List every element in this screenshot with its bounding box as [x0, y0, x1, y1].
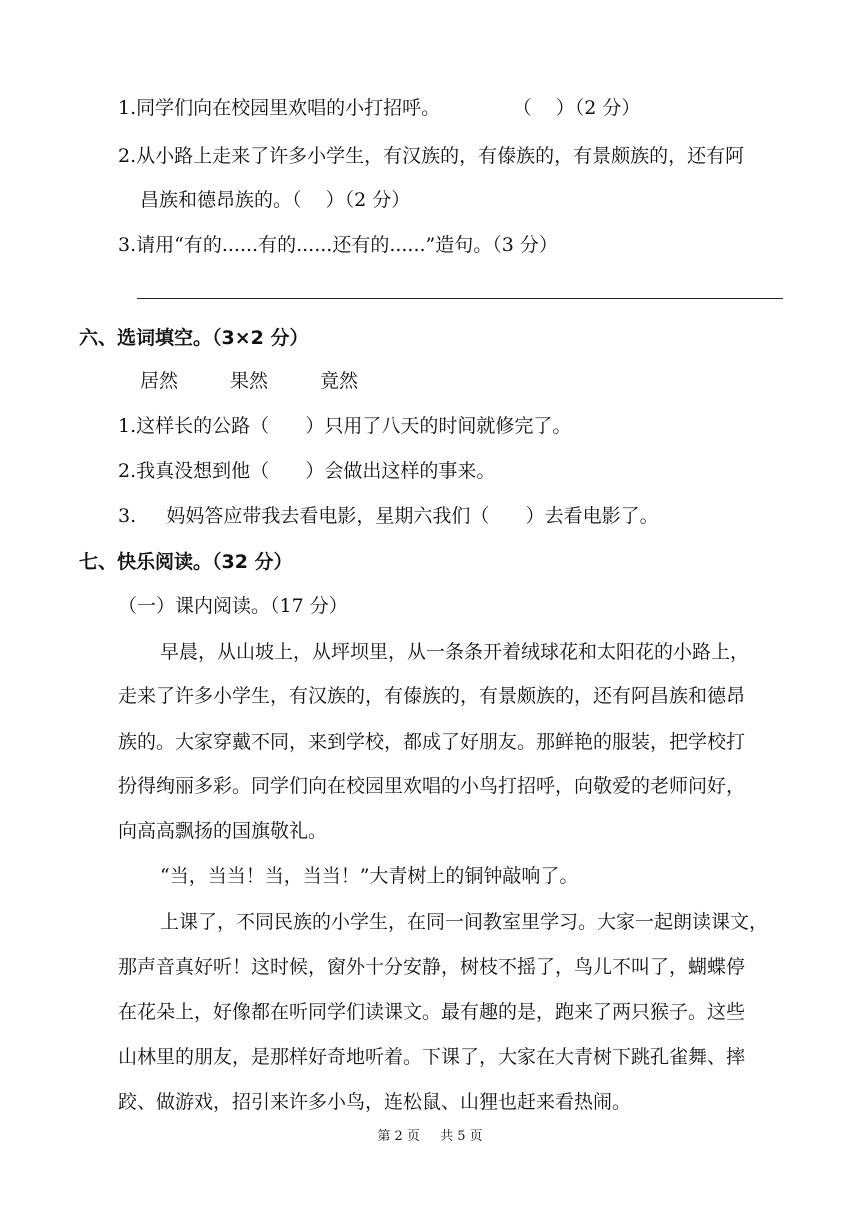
word-option-3: 竟然	[320, 370, 359, 392]
passage-line: 跤、做游戏，招引来许多小鸟，连松鼠、山狸也赶来看热闹。	[118, 1091, 632, 1113]
passage-line: “当，当当！当，当当！”大青树上的铜钟敲响了。	[160, 865, 579, 887]
word-option-1: 居然	[140, 370, 179, 392]
section-6-item-2: 2.我真没想到他（ ）会做出这样的事来。	[118, 460, 496, 482]
q5-item-2-cont: 昌族和德昂族的。（ ）（2 分）	[140, 189, 411, 211]
section-7-subheading: （一）课内阅读。（17 分）	[118, 595, 348, 617]
section-6-item-3: 3. 妈妈答应带我去看电影，星期六我们（ ）去看电影了。	[118, 505, 659, 527]
section-6-item-1: 1.这样长的公路（ ）只用了八天的时间就修完了。	[118, 415, 572, 437]
q5-item-2: 2.从小路上走来了许多小学生，有汉族的，有傣族的，有景颇族的，还有阿	[118, 145, 745, 167]
section-7-heading: 七、快乐阅读。（32 分）	[79, 551, 293, 573]
passage-line: 上课了，不同民族的小学生，在同一间教室里学习。大家一起朗读课文，	[160, 911, 769, 933]
page-footer	[0, 1130, 860, 1143]
q5-item-3: 3.请用“有的......有的......还有的......”造句。（3 分）	[118, 234, 558, 256]
passage-line: 扮得绚丽多彩。同学们向在校园里欢唱的小鸟打招呼，向敬爱的老师问好，	[118, 775, 746, 797]
passage-line: 族的。大家穿戴不同，来到学校，都成了好朋友。那鲜艳的服装，把学校打	[118, 731, 746, 753]
passage-line: 那声音真好听！这时候，窗外十分安静，树枝不摇了，鸟儿不叫了，蝴蝶停	[118, 956, 746, 978]
passage-line: 走来了许多小学生，有汉族的，有傣族的，有景颇族的，还有阿昌族和德昂	[118, 685, 746, 707]
word-option-2: 果然	[230, 370, 269, 392]
q5-item-1: 1.同学们向在校园里欢唱的小打招呼。 （ ）（2 分）	[118, 97, 641, 119]
answer-line	[137, 298, 783, 299]
page-total: 共 5 页	[440, 1129, 483, 1144]
passage-line: 在花朵上，好像都在听同学们读课文。最有趣的是，跑来了两只猴子。这些	[118, 1001, 746, 1023]
passage-line: 山林里的朋友，是那样好奇地听着。下课了，大家在大青树下跳孔雀舞、摔	[118, 1046, 746, 1068]
passage-line: 早晨，从山坡上，从坪坝里，从一条条开着绒球花和太阳花的小路上，	[160, 641, 750, 663]
passage-line: 向高高飘扬的国旗敬礼。	[118, 820, 328, 842]
section-6-heading: 六、选词填空。（3×2 分）	[79, 327, 309, 349]
page-number: 第 2 页	[377, 1129, 420, 1144]
